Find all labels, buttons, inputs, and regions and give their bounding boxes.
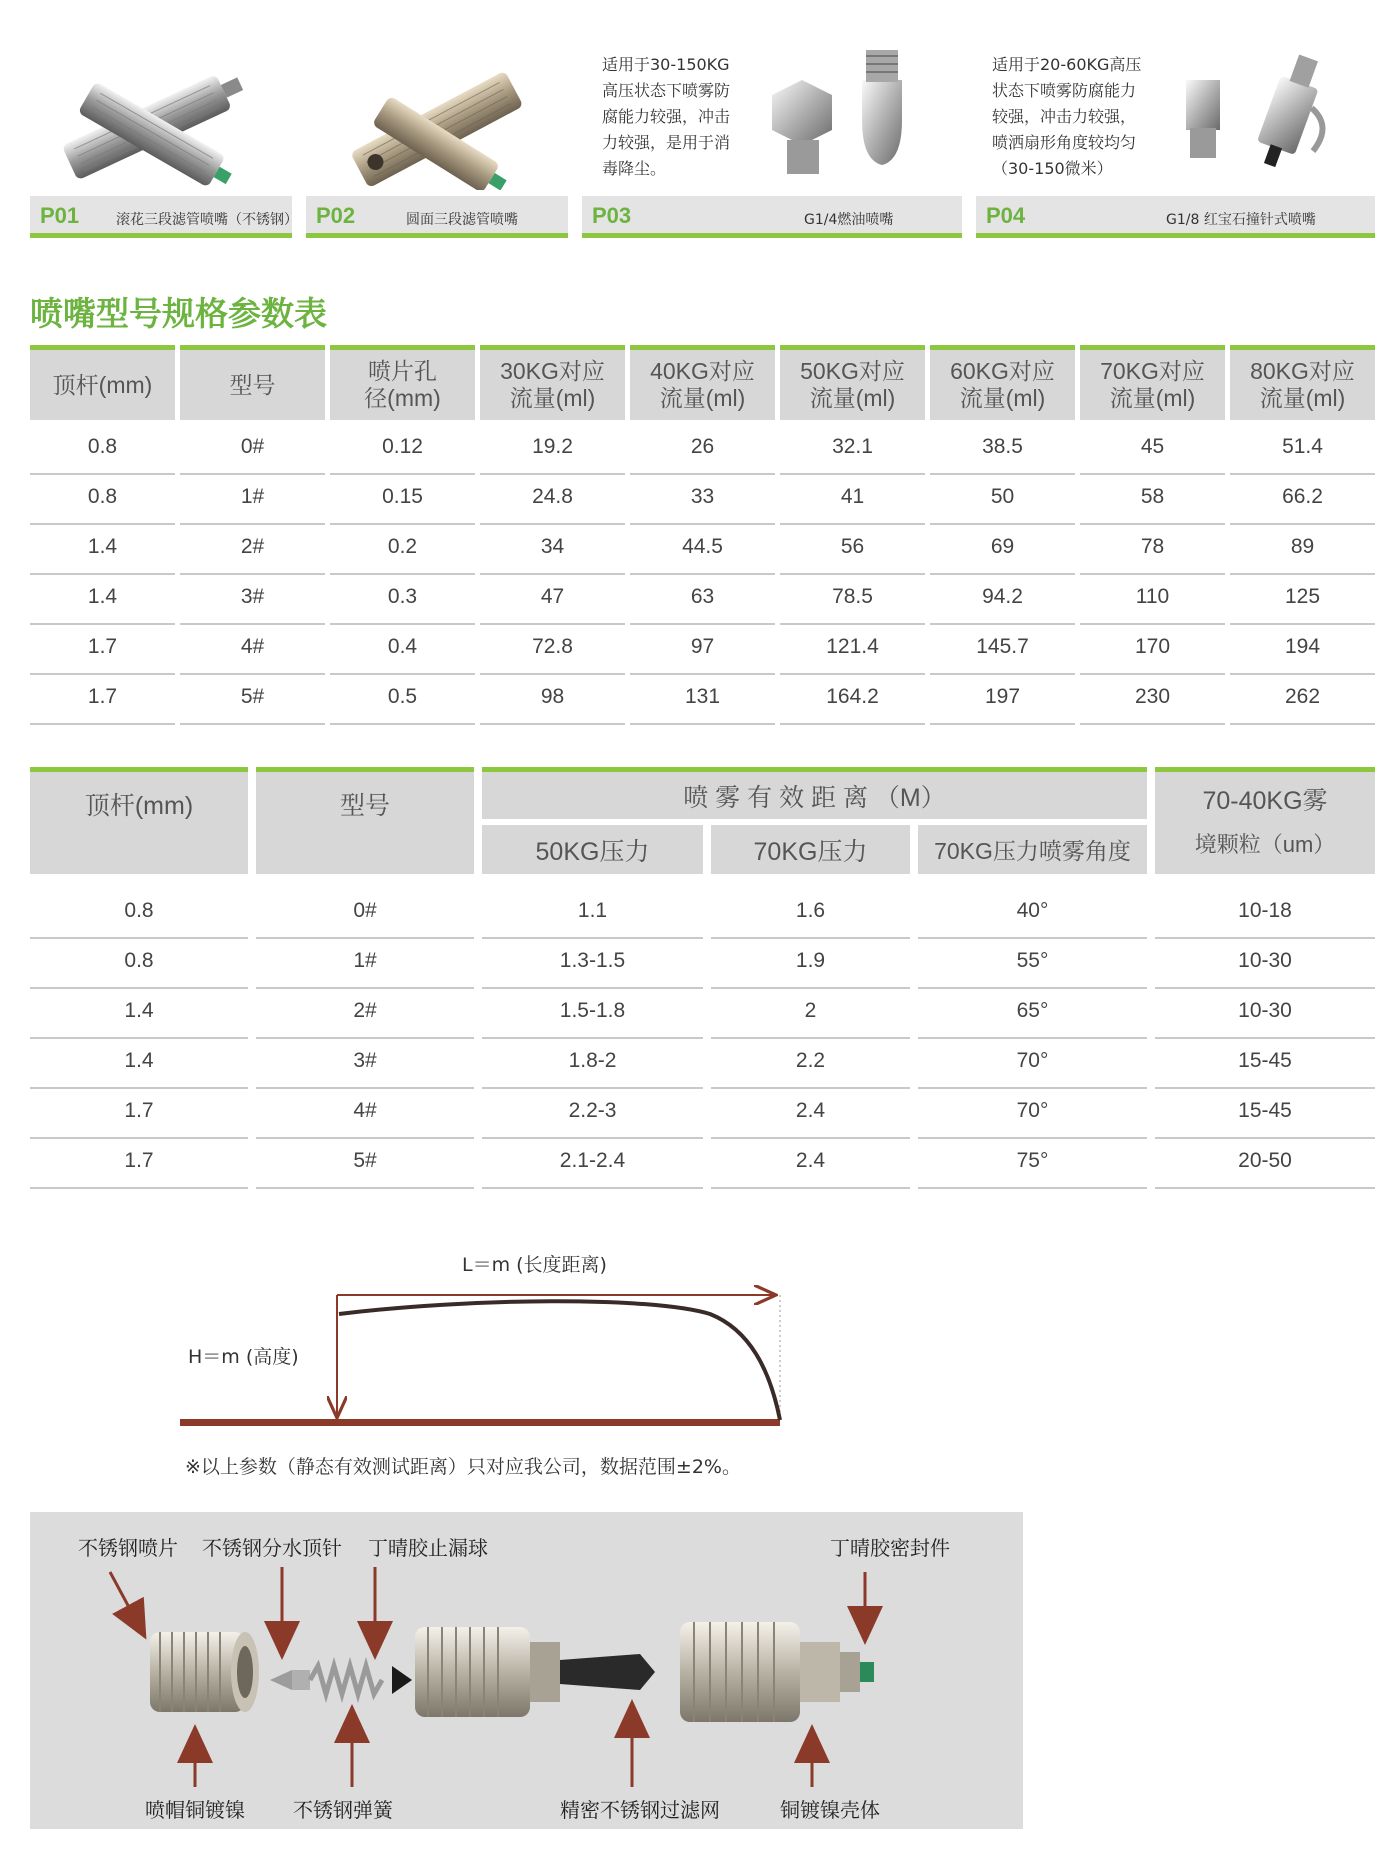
table2-cell: 5# <box>353 1149 377 1172</box>
table2-cell: 65° <box>1016 999 1049 1022</box>
table1-row-divider <box>630 573 775 575</box>
table1-cell: 98 <box>540 685 565 708</box>
table1-header-2: 喷片孔 径(mm) <box>330 345 475 420</box>
table1-cell: 0.12 <box>382 435 423 458</box>
table1-cell: 194 <box>1284 635 1321 658</box>
nozzle-shell <box>680 1622 874 1722</box>
table1-row-divider <box>930 523 1075 525</box>
table2-cell: 2.1-2.4 <box>559 1149 626 1172</box>
table2-row-divider <box>30 1087 248 1089</box>
table2-cell: 4# <box>353 1099 377 1122</box>
table1-cell: 94.2 <box>982 585 1023 608</box>
table1-cell: 0.4 <box>387 635 418 658</box>
table2-row-divider <box>256 1137 474 1139</box>
table1-cell: 97 <box>690 635 715 658</box>
table1-cell: 1.7 <box>87 685 118 708</box>
table1-cell: 38.5 <box>982 435 1023 458</box>
product-p01[interactable] <box>30 40 298 240</box>
table2-cell: 0.8 <box>124 899 154 922</box>
table2-cell: 55° <box>1016 949 1049 972</box>
table2-cell: 1.9 <box>795 949 826 972</box>
table2-row-divider <box>711 987 910 989</box>
table2-cell: 1.4 <box>124 999 154 1022</box>
nozzle-body <box>415 1627 655 1717</box>
pin-and-spring <box>270 1666 412 1694</box>
table2-row-divider <box>1155 937 1375 939</box>
table2-cell: 1.4 <box>124 1049 154 1072</box>
table1-cell: 197 <box>984 685 1021 708</box>
table1-cell: 1.4 <box>87 535 118 558</box>
table1-header-5: 50KG对应 流量(ml) <box>780 345 925 420</box>
table2-row-divider <box>30 937 248 939</box>
product-p02-bar <box>306 196 568 238</box>
table1-cell: 72.8 <box>532 635 573 658</box>
height-label: H＝m (高度) <box>188 1346 299 1368</box>
table1-cell: 50 <box>990 485 1015 508</box>
table1-cell: 1.7 <box>87 635 118 658</box>
table2-cell: 1.6 <box>795 899 826 922</box>
table1-row-divider <box>930 723 1075 725</box>
table1-row-divider <box>1230 523 1375 525</box>
table1-cell: 32.1 <box>832 435 873 458</box>
table1-cell: 45 <box>1140 435 1165 458</box>
table2-cell: 2.2-3 <box>568 1099 617 1122</box>
table2-cell: 15-45 <box>1238 1049 1292 1072</box>
table2-row-divider <box>918 1087 1147 1089</box>
table2-cell: 1# <box>353 949 377 972</box>
table1-row-divider <box>1080 623 1225 625</box>
table1-header-8: 80KG对应 流量(ml) <box>1230 345 1375 420</box>
product-p03-image <box>762 40 962 190</box>
table1-cell: 4# <box>240 635 265 658</box>
footnote: ※以上参数（静态有效测试距离）只对应我公司，数据范围±2%。 <box>185 1456 741 1478</box>
table2-row-divider <box>30 987 248 989</box>
table1-header-0: 顶杆(mm) <box>30 345 175 420</box>
table2-row-divider <box>1155 987 1375 989</box>
table2-row-divider <box>711 1137 910 1139</box>
label-shell: 铜镀镍壳体 <box>780 1798 880 1822</box>
table1-row-divider <box>30 473 175 475</box>
table2-row-divider <box>256 987 474 989</box>
table2-cell: 15-45 <box>1238 1099 1292 1122</box>
table1-cell: 0.3 <box>387 585 418 608</box>
table1-row-divider <box>1080 723 1225 725</box>
product-code: P01 <box>40 203 80 228</box>
table1-row-divider <box>480 573 625 575</box>
table2-row-divider <box>711 937 910 939</box>
table1-cell: 0.8 <box>87 435 118 458</box>
table1-row-divider <box>30 523 175 525</box>
label-cap: 喷帽铜镀镍 <box>145 1798 245 1822</box>
table1-cell: 24.8 <box>532 485 573 508</box>
table1-cell: 41 <box>840 485 865 508</box>
table2-cell: 2.2 <box>795 1049 826 1072</box>
table1-row-divider <box>930 623 1075 625</box>
product-p03-description: 适用于30-150KG 高压状态下喷雾防 腐能力较强，冲击 力较强，是用于消 毒降尘。 <box>602 55 731 178</box>
header-angle: 70KG压力喷雾角度 <box>918 825 1147 874</box>
table2-row-divider <box>482 1187 703 1189</box>
product-p01-bar <box>30 196 298 238</box>
table1-row-divider <box>780 573 925 575</box>
table2-row-divider <box>482 937 703 939</box>
table1-cell: 19.2 <box>532 435 573 458</box>
table2-cell: 10-30 <box>1238 949 1292 972</box>
product-p01-image <box>30 40 292 190</box>
table1-row-divider <box>480 523 625 525</box>
section-title: 喷嘴型号规格参数表 <box>30 294 327 333</box>
label-leak-ball: 丁晴胶止漏球 <box>368 1536 488 1560</box>
table1-cell: 56 <box>840 535 865 558</box>
nozzle-parts-illustration <box>30 1512 1023 1829</box>
product-p04[interactable] <box>976 40 1375 240</box>
table2-cell: 1.7 <box>124 1149 154 1172</box>
table1-cell: 131 <box>684 685 721 708</box>
table2-cell: 75° <box>1016 1149 1049 1172</box>
table2-cell: 1.5-1.8 <box>559 999 626 1022</box>
table1-row-divider <box>1230 623 1375 625</box>
table2-row-divider <box>256 937 474 939</box>
table1-row-divider <box>30 623 175 625</box>
product-strip <box>30 40 1375 240</box>
table2-row-divider <box>711 1187 910 1189</box>
table2-cell: 20-50 <box>1238 1149 1292 1172</box>
header-distance: 喷 雾 有 效 距 离 （M） <box>482 767 1147 819</box>
table2-cell: 1.3-1.5 <box>559 949 626 972</box>
table1-cell: 262 <box>1284 685 1321 708</box>
table2-cell: 10-30 <box>1238 999 1292 1022</box>
table2-cell: 2.4 <box>795 1149 826 1172</box>
product-code: P04 <box>986 203 1026 228</box>
product-name: 圆面三段滤管喷嘴 <box>406 212 518 228</box>
header-50kg: 50KG压力 <box>482 825 703 874</box>
table1-cell: 170 <box>1134 635 1171 658</box>
table1-cell: 63 <box>690 585 715 608</box>
table1-row-divider <box>630 723 775 725</box>
table1-row-divider <box>1080 473 1225 475</box>
table2-cell: 2 <box>804 999 817 1022</box>
table1-cell: 47 <box>540 585 565 608</box>
product-p04-image <box>1176 40 1375 190</box>
table1-cell: 78 <box>1140 535 1165 558</box>
table2-row-divider <box>482 1087 703 1089</box>
table1-cell: 110 <box>1135 585 1170 608</box>
table2-row-divider <box>30 1187 248 1189</box>
table1-row-divider <box>630 623 775 625</box>
table2-row-divider <box>1155 1037 1375 1039</box>
table1-row-divider <box>180 723 325 725</box>
header-rod-lower <box>30 822 248 874</box>
table2-row-divider <box>482 1137 703 1139</box>
table1-cell: 5# <box>240 685 265 708</box>
label-spray-plate: 不锈钢喷片 <box>78 1536 178 1560</box>
table1-row-divider <box>330 673 475 675</box>
table1-header-3: 30KG对应 流量(ml) <box>480 345 625 420</box>
table1-cell: 121.4 <box>826 635 879 658</box>
product-code: P02 <box>316 203 356 228</box>
label-seal: 丁晴胶密封件 <box>830 1536 950 1560</box>
table1-cell: 26 <box>690 435 715 458</box>
table1-row-divider <box>780 673 925 675</box>
table2-row-divider <box>1155 1087 1375 1089</box>
table1-row-divider <box>1080 523 1225 525</box>
header-rod: 顶杆(mm) <box>30 767 248 874</box>
table1-cell: 69 <box>990 535 1015 558</box>
table1-row-divider <box>630 673 775 675</box>
table2-row-divider <box>256 1037 474 1039</box>
table1-cell: 0.15 <box>382 485 423 508</box>
table2-row-divider <box>482 1037 703 1039</box>
table2-row-divider <box>30 1137 248 1139</box>
table1-row-divider <box>330 723 475 725</box>
table2-row-divider <box>30 1037 248 1039</box>
table2-row-divider <box>1155 1137 1375 1139</box>
table1-cell: 58 <box>1140 485 1165 508</box>
table2-cell: 2# <box>353 999 377 1022</box>
header-70kg: 70KG压力 <box>711 825 910 874</box>
spec-table-flow <box>30 345 1375 725</box>
product-p02[interactable] <box>306 40 568 240</box>
table1-row-divider <box>180 473 325 475</box>
table1-row-divider <box>1080 673 1225 675</box>
table1-row-divider <box>480 473 625 475</box>
table1-row-divider <box>180 673 325 675</box>
table1-row-divider <box>180 623 325 625</box>
table2-row-divider <box>918 1137 1147 1139</box>
table1-cell: 0.2 <box>387 535 418 558</box>
table1-row-divider <box>930 673 1075 675</box>
table1-row-divider <box>330 573 475 575</box>
table1-cell: 1.4 <box>87 585 118 608</box>
table2-row-divider <box>482 987 703 989</box>
table2-row-divider <box>918 937 1147 939</box>
table1-row-divider <box>1080 573 1225 575</box>
table1-row-divider <box>480 673 625 675</box>
product-p03-bar <box>582 196 962 238</box>
label-filter: 精密不锈钢过滤网 <box>560 1798 720 1822</box>
table1-row-divider <box>780 623 925 625</box>
ground-line <box>180 1419 780 1426</box>
table2-row-divider <box>1155 1187 1375 1189</box>
product-p03[interactable] <box>582 40 962 240</box>
table1-cell: 44.5 <box>682 535 723 558</box>
table1-cell: 125 <box>1284 585 1321 608</box>
table1-cell: 66.2 <box>1282 485 1323 508</box>
table2-cell: 1.8-2 <box>568 1049 617 1072</box>
product-name: G1/8 红宝石撞针式喷嘴 <box>1166 212 1316 228</box>
table1-row-divider <box>30 573 175 575</box>
table2-cell: 70° <box>1016 1049 1049 1072</box>
table1-cell: 2# <box>240 535 265 558</box>
table1-row-divider <box>630 523 775 525</box>
product-name: 滚花三段滤管喷嘴（不锈钢） <box>116 212 298 228</box>
table1-row-divider <box>1230 573 1375 575</box>
table1-row-divider <box>930 573 1075 575</box>
table1-row-divider <box>480 723 625 725</box>
label-pin: 不锈钢分水顶针 <box>202 1536 342 1560</box>
table1-row-divider <box>30 673 175 675</box>
table1-row-divider <box>180 523 325 525</box>
table1-row-divider <box>1230 723 1375 725</box>
product-name: G1/4燃油喷嘴 <box>804 212 894 228</box>
header-model: 型号 <box>256 767 474 874</box>
table1-row-divider <box>780 523 925 525</box>
header-particle: 70-40KG雾 境颗粒（um） <box>1155 767 1375 874</box>
table2-row-divider <box>711 1037 910 1039</box>
table2-cell: 40° <box>1016 899 1049 922</box>
table2-cell: 0# <box>353 899 377 922</box>
table1-header-6: 60KG对应 流量(ml) <box>930 345 1075 420</box>
table1-cell: 34 <box>540 535 565 558</box>
table1-row-divider <box>330 473 475 475</box>
label-spring: 不锈钢弹簧 <box>293 1798 393 1822</box>
table1-cell: 164.2 <box>826 685 879 708</box>
table2-row-divider <box>711 1087 910 1089</box>
spray-curve <box>339 1301 780 1420</box>
table1-row-divider <box>30 723 175 725</box>
table1-header-7: 70KG对应 流量(ml) <box>1080 345 1225 420</box>
table1-cell: 33 <box>690 485 715 508</box>
table2-row-divider <box>918 987 1147 989</box>
table1-cell: 51.4 <box>1282 435 1323 458</box>
spec-table-spray <box>30 767 1375 1192</box>
table2-row-divider <box>256 1087 474 1089</box>
table2-row-divider <box>918 1187 1147 1189</box>
table2-cell: 0.8 <box>124 949 154 972</box>
table2-cell: 10-18 <box>1238 899 1292 922</box>
table1-cell: 3# <box>240 585 265 608</box>
table1-row-divider <box>780 473 925 475</box>
table2-row-divider <box>256 1187 474 1189</box>
table1-row-divider <box>930 473 1075 475</box>
table1-header-1: 型号 <box>180 345 325 420</box>
table1-cell: 0.8 <box>87 485 118 508</box>
product-p02-image <box>306 40 568 190</box>
table1-row-divider <box>1230 673 1375 675</box>
table2-cell: 2.4 <box>795 1099 826 1122</box>
table1-row-divider <box>480 623 625 625</box>
nozzle-cap <box>150 1632 259 1712</box>
table1-cell: 89 <box>1290 535 1315 558</box>
length-label: L＝m (长度距离) <box>462 1254 607 1276</box>
table1-cell: 1# <box>240 485 265 508</box>
table2-row-divider <box>918 1037 1147 1039</box>
table1-cell: 145.7 <box>976 635 1029 658</box>
table2-cell: 1.1 <box>577 899 608 922</box>
table1-row-divider <box>630 473 775 475</box>
product-code: P03 <box>592 203 632 228</box>
table1-row-divider <box>780 723 925 725</box>
table2-cell: 3# <box>353 1049 377 1072</box>
table1-cell: 0.5 <box>387 685 418 708</box>
table1-cell: 0# <box>240 435 265 458</box>
table1-row-divider <box>330 623 475 625</box>
table2-cell: 70° <box>1016 1099 1049 1122</box>
table1-row-divider <box>180 573 325 575</box>
table1-row-divider <box>330 523 475 525</box>
table1-header-4: 40KG对应 流量(ml) <box>630 345 775 420</box>
table2-cell: 1.7 <box>124 1099 154 1122</box>
table1-row-divider <box>1230 473 1375 475</box>
product-p04-bar <box>976 196 1375 238</box>
table1-cell: 78.5 <box>832 585 873 608</box>
product-p04-description: 适用于20-60KG高压 状态下喷雾防腐能力 较强，冲击力较强， 喷洒扇形角度较均匀 （30-150微米） <box>992 55 1142 178</box>
table1-cell: 230 <box>1134 685 1171 708</box>
